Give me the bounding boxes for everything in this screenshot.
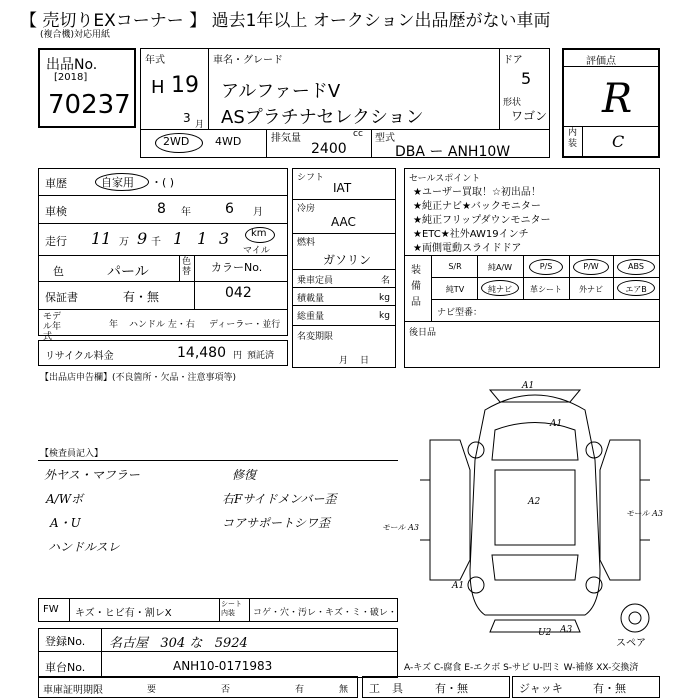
history-value: 自家用 [101, 176, 134, 189]
history-tail: ・( ) [151, 176, 175, 189]
sales-box [404, 168, 660, 368]
sheet-note: (複合機)対応用紙 [40, 30, 111, 40]
sales-line-5: ★両側電動スライドドア [413, 243, 522, 254]
cert-item-1: 要 [147, 685, 157, 695]
mileage-v5: 3 [219, 229, 230, 248]
sales-line-3: ★純正フリップダウンモニター [413, 215, 551, 226]
fw-label: FW [43, 604, 59, 615]
inspection-month-unit: 月 [253, 207, 263, 218]
model-year-dealer: ディーラー・並行 [209, 320, 281, 330]
equip-abs: ABS [628, 262, 644, 271]
banner-title: 【 売切りEXコーナー 】 過去1年以上 オークション出品歴がない車両 [20, 11, 551, 31]
displacement-label: 排気量 [271, 133, 301, 144]
body-shape-value: ワゴン [511, 109, 548, 123]
color-code-label: カラーNo. [211, 261, 263, 274]
inspection-month: 6 [225, 201, 234, 217]
year-month-unit: 月 [195, 120, 205, 130]
diagram-mark-7: モール A3 [382, 523, 419, 532]
tools-value: 有・無 [435, 682, 468, 695]
equip-ext-navi: 外ナビ [579, 285, 603, 294]
inspector-note-left-2: A/Wボ [46, 492, 84, 506]
body-shape-label: 形状 [503, 98, 522, 108]
fw-text: キズ・ヒビ有・割レX [75, 608, 172, 619]
model-grade: ASプラチナセレクション [221, 107, 424, 128]
diagram-mark-4: A1 [452, 581, 465, 591]
aircon-value: AAC [331, 215, 356, 229]
mileage-v2: 9 [137, 229, 148, 248]
inspection-year-unit: 年 [181, 207, 191, 218]
year-label: 年式 [145, 55, 165, 66]
equip-aw: 純A/W [487, 263, 513, 272]
diagram-mark-3: A1 [550, 419, 563, 429]
model-year-label: モデル年式 [43, 312, 62, 342]
model-code-value: DBA ー ANH10W [395, 144, 511, 160]
cert-box [38, 676, 358, 698]
details-box [38, 168, 288, 342]
recycle-box [38, 340, 288, 366]
color-change-label: 色替 [182, 257, 192, 277]
diagram-mark-8: モール A3 [626, 509, 663, 518]
model-code-label: 型式 [375, 133, 395, 144]
cert-label: 車庫証明期限 [43, 685, 103, 696]
color-code: 042 [225, 285, 252, 301]
color-value: パール [107, 264, 149, 280]
inspector-note-left-3: A・U [50, 516, 81, 530]
warranty-value: 有・無 [123, 290, 160, 304]
equip-tv: 純TV [445, 285, 465, 294]
recycle-unit: 円 [233, 351, 243, 361]
inspector-note-right-2: 右Fサイドメンバー歪 [222, 492, 337, 506]
shift-value: IAT [333, 181, 352, 195]
capacity-label: 乗車定員 [297, 276, 334, 286]
doors-value: 5 [521, 69, 532, 88]
tools-box [362, 676, 510, 698]
year-era: H [151, 77, 165, 98]
seat-text: コゲ・穴・汚レ・キズ・ミ・破レ・ [253, 608, 397, 618]
recycle-value: 14,480 [177, 345, 226, 361]
sales-line-1: ★ユーザー買取！☆初出品！ [413, 187, 541, 198]
mileage-v1: 11 [91, 229, 112, 248]
chassis-value: ANH10-0171983 [173, 659, 273, 673]
diagram-mark-6: A3 [560, 625, 573, 635]
displacement-value: 2400 [311, 141, 347, 157]
aircon-label: 冷房 [297, 204, 316, 214]
spec-box [292, 168, 396, 368]
lot-number: 70237 [48, 90, 131, 120]
chassis-label: 車台No. [45, 661, 86, 674]
mileage-km: km [251, 228, 267, 239]
mileage-v4: 1 [197, 229, 208, 248]
fuel-label: 燃料 [297, 238, 316, 248]
year-month: 3 [183, 111, 191, 125]
registration-label: 登録No. [45, 635, 86, 648]
history-label: 車歴 [45, 177, 67, 190]
drive-2wd: 2WD [163, 135, 190, 148]
sales-label: セールスポイント [409, 174, 481, 184]
cert-item-3: 有 [295, 685, 305, 695]
cert-item-2: 否 [221, 685, 231, 695]
sales-line-2: ★純正ナビ★バックモニター [413, 201, 541, 212]
equip-airbag: エアB [625, 285, 647, 294]
remarks-label: 後日品 [409, 328, 437, 338]
drive-4wd: 4WD [215, 135, 242, 148]
registration-box [38, 628, 398, 678]
model-year-year: 年 [109, 320, 119, 330]
name-change-unit: 月日 [339, 356, 382, 366]
seat-label: シート内装 [221, 600, 242, 617]
cert-item-4: 無 [339, 685, 349, 695]
interior-grade: C [612, 132, 625, 151]
sales-line-4: ★ETC★社外AW19インチ [413, 229, 529, 240]
weight-unit: kg [379, 311, 390, 321]
equipment-label: 装備品 [411, 265, 421, 308]
lot-box [38, 48, 136, 128]
weight-label: 総重量 [297, 312, 325, 322]
jack-value: 有・無 [593, 682, 626, 695]
capacity-unit: 名 [381, 276, 391, 286]
mileage-u2: 千 [151, 237, 161, 248]
lot-label: 出品No. [46, 57, 98, 73]
mileage-u1: 万 [119, 237, 129, 248]
lot-year-stamp: [2018] [54, 72, 88, 83]
spare-label: スペア [616, 638, 646, 649]
inspector-note-left-1: 外ヤス・マフラー [44, 468, 140, 482]
model-box [140, 48, 550, 158]
inspector-note-right-3: コアサポートシワ歪 [222, 516, 331, 530]
equip-sr: S/R [448, 262, 462, 271]
grade-label: 評価点 [586, 56, 616, 67]
fw-box [38, 598, 398, 622]
seller-notes-label: 【出品店申告欄】(不良箇所・欠品・注意事項等) [40, 373, 237, 383]
mileage-label: 走行 [45, 235, 67, 248]
load-label: 積載量 [297, 294, 325, 304]
diagram-mark-2: A2 [528, 497, 541, 507]
jack-label: ジャッキ [519, 682, 563, 695]
model-year-handle: ハンドル 左・右 [129, 320, 195, 330]
diagram-mark-1: A1 [522, 381, 535, 391]
year-value: 19 [171, 73, 199, 98]
equip-ps: P/S [539, 262, 553, 271]
registration-value: 名古屋 304 な 5924 [109, 636, 248, 651]
recycle-label: リサイクル料金 [45, 351, 114, 362]
doors-label: ドア [503, 55, 523, 66]
mileage-mile: マイル [243, 246, 270, 256]
color-label: 色 [53, 265, 64, 278]
inspection-label: 車検 [45, 205, 67, 218]
navi-model-label: ナビ型番： [437, 308, 483, 318]
car-damage-diagram [382, 370, 670, 650]
inspector-note-right-1: 修復 [232, 468, 257, 482]
interior-label: 内装 [568, 128, 578, 149]
diagram-mark-5: U2 [538, 628, 552, 638]
mileage-v3: 1 [173, 229, 184, 248]
model-name: アルファードV [221, 81, 341, 102]
equip-pw: P/W [583, 262, 599, 271]
inspector-label: 【検査員記入】 [40, 449, 104, 459]
warranty-label: 保証書 [45, 291, 78, 304]
grade-box [562, 48, 660, 158]
inspector-note-left-4: ハンドルスレ [48, 540, 120, 554]
inspection-year: 8 [157, 201, 166, 217]
grade-score: R [602, 76, 633, 122]
name-change-label: 名変期限 [297, 332, 334, 342]
jack-box [512, 676, 660, 698]
load-unit: kg [379, 293, 390, 303]
equip-leather: 革シート [530, 285, 562, 294]
equip-navi: 純ナビ [488, 285, 512, 294]
damage-legend: A-キズ C-腐食 E-エクボ S-サビ U-凹ミ W-補修 XX-交換済 [404, 663, 639, 673]
displacement-unit: cc [353, 129, 363, 139]
tools-label: 工具 [369, 682, 415, 695]
model-label: 車名・グレード [213, 55, 283, 66]
recycle-note: 預託済 [247, 351, 275, 361]
fuel-value: ガソリン [323, 253, 372, 267]
shift-label: シフト [297, 173, 325, 183]
